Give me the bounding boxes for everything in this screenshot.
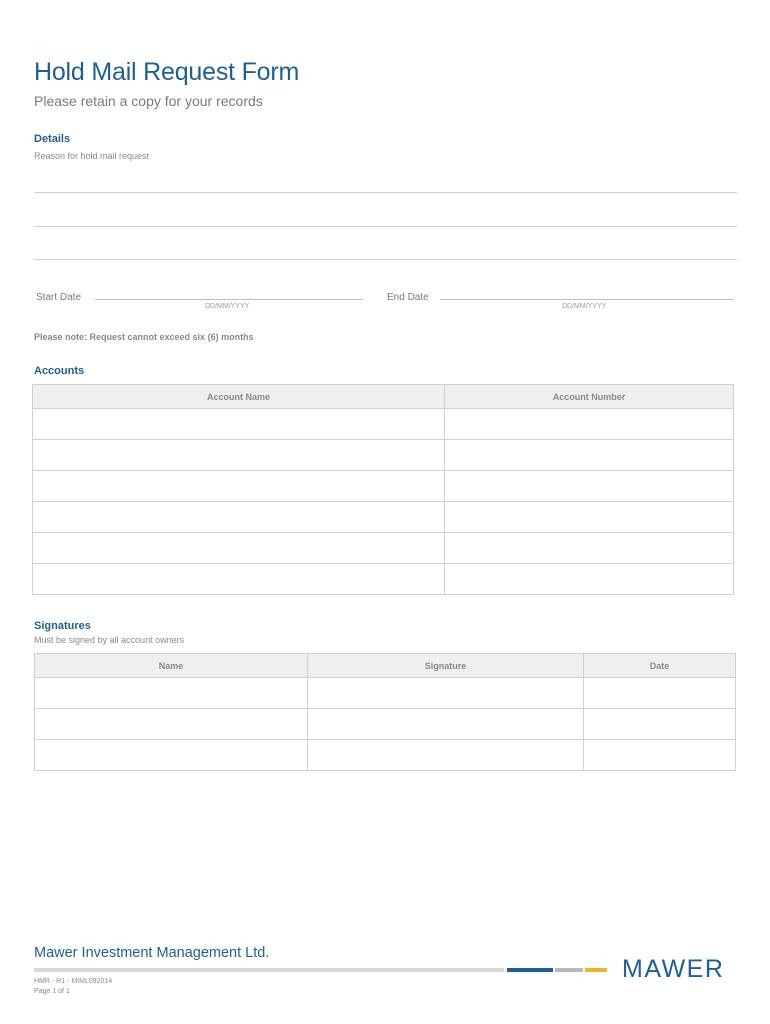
account-name-header: Account Name (33, 385, 445, 409)
account-number-cell[interactable] (445, 440, 734, 471)
sign-date-cell[interactable] (584, 740, 736, 771)
details-heading: Details (34, 133, 71, 145)
accounts-table (32, 384, 734, 595)
reason-line-1[interactable] (34, 192, 737, 193)
footer-accent-grey (555, 968, 583, 972)
table-row (35, 678, 736, 709)
table-row (33, 471, 734, 502)
account-number-cell[interactable] (445, 471, 734, 502)
account-name-cell[interactable] (33, 533, 445, 564)
account-number-cell[interactable] (445, 409, 734, 440)
account-number-header: Account Number (445, 385, 734, 409)
footer-rule (34, 968, 504, 972)
signature-cell[interactable] (308, 678, 584, 709)
end-date-label: End Date (387, 292, 429, 303)
form-subtitle: Please retain a copy for your records (34, 93, 263, 109)
mawer-logo: MAWER (622, 955, 725, 983)
page-number: Page 1 of 1 (34, 988, 70, 995)
table-row (33, 440, 734, 471)
signer-name-cell[interactable] (35, 678, 308, 709)
reason-label: Reason for hold mail request (34, 151, 150, 161)
accounts-heading: Accounts (34, 365, 85, 377)
account-number-cell[interactable] (445, 564, 734, 595)
end-date-format: DD/MM/YYYY (562, 303, 607, 310)
start-date-format: DD/MM/YYYY (205, 303, 250, 310)
reason-line-2[interactable] (34, 226, 737, 227)
account-number-cell[interactable] (445, 502, 734, 533)
date-header: Date (584, 654, 736, 678)
table-row (35, 709, 736, 740)
signatures-subheading: Must be signed by all account owners (34, 635, 185, 645)
account-name-cell[interactable] (33, 409, 445, 440)
end-date-field[interactable] (440, 299, 734, 300)
sign-date-cell[interactable] (584, 678, 736, 709)
account-number-cell[interactable] (445, 533, 734, 564)
start-date-field[interactable] (95, 299, 363, 300)
start-date-label: Start Date (36, 292, 82, 303)
footer-accent-blue (507, 968, 553, 972)
name-header: Name (35, 654, 308, 678)
account-name-cell[interactable] (33, 471, 445, 502)
sign-date-cell[interactable] (584, 709, 736, 740)
signature-cell[interactable] (308, 740, 584, 771)
table-row (33, 564, 734, 595)
signatures-heading: Signatures (34, 620, 91, 632)
signature-header: Signature (308, 654, 584, 678)
table-row (33, 502, 734, 533)
company-name: Mawer Investment Management Ltd. (34, 945, 270, 961)
footer-accent-gold (585, 968, 607, 972)
reason-line-3[interactable] (34, 259, 737, 260)
signatures-table (34, 653, 736, 771)
duration-note: Please note: Request cannot exceed six (6) months (34, 332, 254, 342)
table-row (35, 740, 736, 771)
account-name-cell[interactable] (33, 440, 445, 471)
account-name-cell[interactable] (33, 502, 445, 533)
form-code: HMR - R1 - MIML092014 (34, 978, 113, 985)
table-row (33, 409, 734, 440)
form-title: Hold Mail Request Form (34, 58, 300, 86)
account-name-cell[interactable] (33, 564, 445, 595)
signature-cell[interactable] (308, 709, 584, 740)
table-row (33, 533, 734, 564)
signer-name-cell[interactable] (35, 740, 308, 771)
signer-name-cell[interactable] (35, 709, 308, 740)
